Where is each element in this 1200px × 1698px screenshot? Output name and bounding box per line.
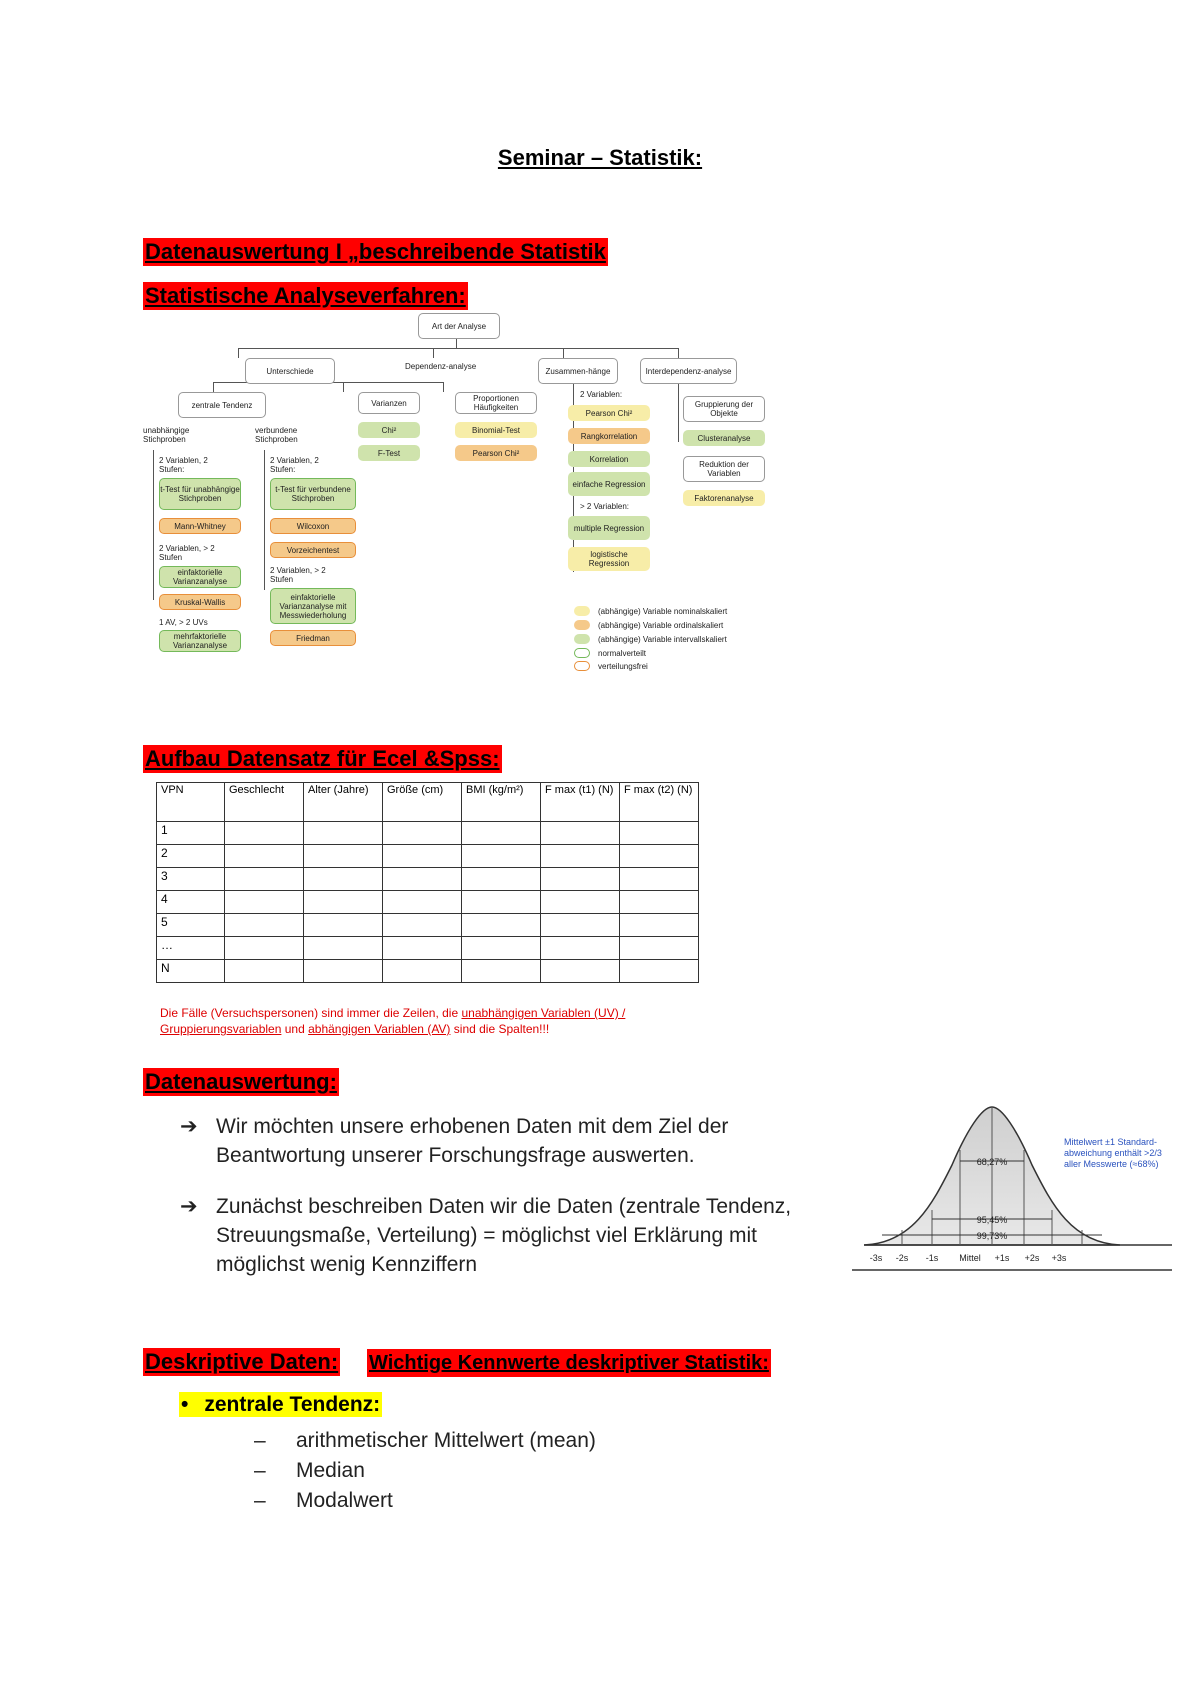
flow-mann-whitney: Mann-Whitney bbox=[159, 518, 241, 534]
flow-multiple-regression: multiple Regression bbox=[568, 516, 650, 540]
arrow-item-1 bbox=[180, 1112, 820, 1170]
flow-einfache-regression: einfache Regression bbox=[568, 472, 650, 496]
bellcurve-caption: Mittelwert ±1 Standard-abweichung enthält >2/3 aller Messwerte (≈68%) bbox=[1064, 1137, 1162, 1169]
section-heading-deskriptive-daten: Deskriptive Daten: bbox=[145, 1349, 339, 1374]
table-cell-vpn: 5 bbox=[157, 914, 225, 937]
tick-label: +2s bbox=[1024, 1253, 1040, 1263]
flow-verbundene: verbundene Stichproben bbox=[255, 426, 298, 444]
flow-step-a2: 2 Variablen, > 2 Stufen bbox=[159, 544, 215, 562]
analysis-flowchart bbox=[143, 310, 783, 670]
flow-step-a3: 1 AV, > 2 UVs bbox=[159, 618, 208, 627]
tick-label: -3s bbox=[869, 1253, 883, 1263]
flow-proportionen: Proportionen Häufigkeiten bbox=[455, 392, 537, 414]
flow-pearson-chi-prop: Pearson Chi² bbox=[455, 445, 537, 461]
legend-normal: normalverteilt bbox=[598, 649, 647, 658]
section-heading-datenauswertung: Datenauswertung: bbox=[145, 1069, 337, 1094]
table-row bbox=[157, 845, 699, 868]
flow-step-b1: 2 Variablen, 2 Stufen: bbox=[270, 456, 319, 474]
table-header: Geschlecht bbox=[225, 783, 304, 822]
table-row bbox=[157, 960, 699, 983]
legend-frei: verteilungsfrei bbox=[598, 662, 648, 671]
flow-varianzen: Varianzen bbox=[358, 392, 420, 414]
list-item bbox=[254, 1426, 596, 1456]
page-title: Seminar – Statistik: bbox=[497, 145, 703, 170]
flow-zusammenhaenge: Zusammen-hänge bbox=[538, 358, 618, 384]
flow-korrelation: Korrelation bbox=[568, 451, 650, 467]
flow-faktorenanalyse: Faktorenanalyse bbox=[683, 490, 765, 506]
legend-swatch-ordinal bbox=[574, 620, 590, 630]
pct-68: 68,27% bbox=[976, 1157, 1008, 1167]
table-header: VPN bbox=[157, 783, 225, 822]
pct-95: 95,45% bbox=[976, 1215, 1008, 1225]
tick-label: Mittel bbox=[959, 1253, 981, 1263]
bullet-icon: • bbox=[179, 1392, 202, 1417]
arrow-icon: ➔ bbox=[180, 1195, 198, 1218]
flow-vorzeichentest: Vorzeichentest bbox=[270, 542, 356, 558]
tick-label: -1s bbox=[925, 1253, 939, 1263]
flow-dependenz: Dependenz-analyse bbox=[405, 362, 477, 371]
flow-unabhaengige: unabhängige Stichproben bbox=[143, 426, 190, 444]
arrow-item-2 bbox=[180, 1192, 820, 1279]
flow-friedman: Friedman bbox=[270, 630, 356, 646]
list-item-text: Modalwert bbox=[296, 1489, 393, 1512]
legend-ordinal: (abhängige) Variable ordinalskaliert bbox=[598, 621, 724, 630]
legend-swatch-intervall bbox=[574, 634, 590, 644]
flow-chi: Chi² bbox=[358, 422, 420, 438]
flow-root: Art der Analyse bbox=[418, 313, 500, 339]
section-heading-kennwerte: Wichtige Kennwerte deskriptiver Statistik: bbox=[367, 1349, 771, 1377]
arrow-icon: ➔ bbox=[180, 1115, 198, 1138]
flow-step-c1: 2 Variablen: bbox=[580, 390, 623, 399]
flow-pearson-chi: Pearson Chi² bbox=[568, 405, 650, 421]
dataset-table bbox=[156, 782, 699, 983]
tick-label: +1s bbox=[994, 1253, 1010, 1263]
table-header: Größe (cm) bbox=[383, 783, 462, 822]
table-row bbox=[157, 914, 699, 937]
flow-binomial: Binomial-Test bbox=[455, 422, 537, 438]
flow-interdependenz: Interdependenz-analyse bbox=[640, 358, 737, 384]
arrow-item-text: Wir möchten unsere erhobenen Daten mit dem Ziel der Beantwortung unserer Forschungsfrage auswerten. bbox=[216, 1115, 729, 1167]
legend-swatch-nominal bbox=[574, 606, 590, 616]
flow-anova-mw: einfaktorielle Varianzanalyse mit Messwiederholung bbox=[270, 588, 356, 624]
flow-step-c2: > 2 Variablen: bbox=[580, 502, 629, 511]
section-heading-datenauswertung-i: Datenauswertung I „beschreibende Statistik bbox=[145, 239, 606, 264]
bullet-item-zentrale-tendenz bbox=[179, 1393, 382, 1417]
table-cell-vpn: 1 bbox=[157, 822, 225, 845]
flow-logistische-regression: logistische Regression bbox=[568, 547, 650, 571]
arrow-item-text: Zunächst beschreiben Daten wir die Daten (zentrale Tendenz, Streuungsmaße, Verteilung) = möglichst viel Erklärung mit möglichst wenig Kennziffern bbox=[216, 1195, 792, 1276]
legend-intervall: (abhängige) Variable intervallskaliert bbox=[598, 635, 727, 644]
list-item bbox=[254, 1486, 393, 1516]
table-header: F max (t1) (N) bbox=[541, 783, 620, 822]
table-cell-vpn: N bbox=[157, 960, 225, 983]
dash-icon: – bbox=[254, 1489, 266, 1512]
tick-label: +3s bbox=[1051, 1253, 1067, 1263]
legend-swatch-frei bbox=[574, 661, 590, 671]
pct-99: 99,73% bbox=[976, 1231, 1008, 1241]
table-header: Alter (Jahre) bbox=[304, 783, 383, 822]
flow-ftest: F-Test bbox=[358, 445, 420, 461]
table-header: F max (t2) (N) bbox=[620, 783, 699, 822]
section-heading-analyseverfahren: Statistische Analyseverfahren: bbox=[145, 283, 466, 308]
flow-anova-mehr: mehrfaktorielle Varianzanalyse bbox=[159, 630, 241, 652]
tick-label: -2s bbox=[895, 1253, 909, 1263]
bullet-text: zentrale Tendenz: bbox=[204, 1393, 381, 1416]
table-cell-vpn: … bbox=[157, 937, 225, 960]
flow-gruppierung: Gruppierung der Objekte bbox=[683, 396, 765, 422]
table-header: BMI (kg/m²) bbox=[462, 783, 541, 822]
legend-swatch-normal bbox=[574, 648, 590, 658]
table-cell-vpn: 2 bbox=[157, 845, 225, 868]
flow-clusteranalyse: Clusteranalyse bbox=[683, 430, 765, 446]
table-cell-vpn: 3 bbox=[157, 868, 225, 891]
dash-icon: – bbox=[254, 1429, 266, 1452]
table-row bbox=[157, 868, 699, 891]
flow-reduktion: Reduktion der Variablen bbox=[683, 456, 765, 482]
flow-step-a1: 2 Variablen, 2 Stufen: bbox=[159, 456, 208, 474]
flow-zentrale-tendenz: zentrale Tendenz bbox=[178, 392, 266, 418]
table-row bbox=[157, 937, 699, 960]
flow-ttest-unab: t-Test für unabhängige Stichproben bbox=[159, 478, 241, 510]
table-row bbox=[157, 822, 699, 845]
flow-kruskal: Kruskal-Wallis bbox=[159, 594, 241, 610]
table-row bbox=[157, 891, 699, 914]
flow-anova1: einfaktorielle Varianzanalyse bbox=[159, 566, 241, 588]
legend-nominal: (abhängige) Variable nominalskaliert bbox=[598, 607, 728, 616]
table-cell-vpn: 4 bbox=[157, 891, 225, 914]
flow-ttest-verb: t-Test für verbundene Stichproben bbox=[270, 478, 356, 510]
dataset-note: Die Fälle (Versuchspersonen) sind immer die Zeilen, die unabhängigen Variablen (UV) / Gruppierungsvariablen und abhängigen Variablen (AV) sind die Spalten!!! bbox=[160, 1006, 626, 1036]
flow-rangkorrelation: Rangkorrelation bbox=[568, 428, 650, 444]
flow-unterschiede: Unterschiede bbox=[245, 358, 335, 384]
flow-step-b2: 2 Variablen, > 2 Stufen bbox=[270, 566, 326, 584]
dash-icon: – bbox=[254, 1459, 266, 1482]
section-heading-datensatz: Aufbau Datensatz für Ecel &Spss: bbox=[145, 746, 500, 771]
normal-distribution-figure bbox=[852, 1095, 1172, 1275]
list-item bbox=[254, 1456, 365, 1486]
table-header-row bbox=[157, 783, 699, 822]
flow-wilcoxon: Wilcoxon bbox=[270, 518, 356, 534]
list-item-text: arithmetischer Mittelwert (mean) bbox=[296, 1429, 596, 1452]
list-item-text: Median bbox=[296, 1459, 365, 1482]
